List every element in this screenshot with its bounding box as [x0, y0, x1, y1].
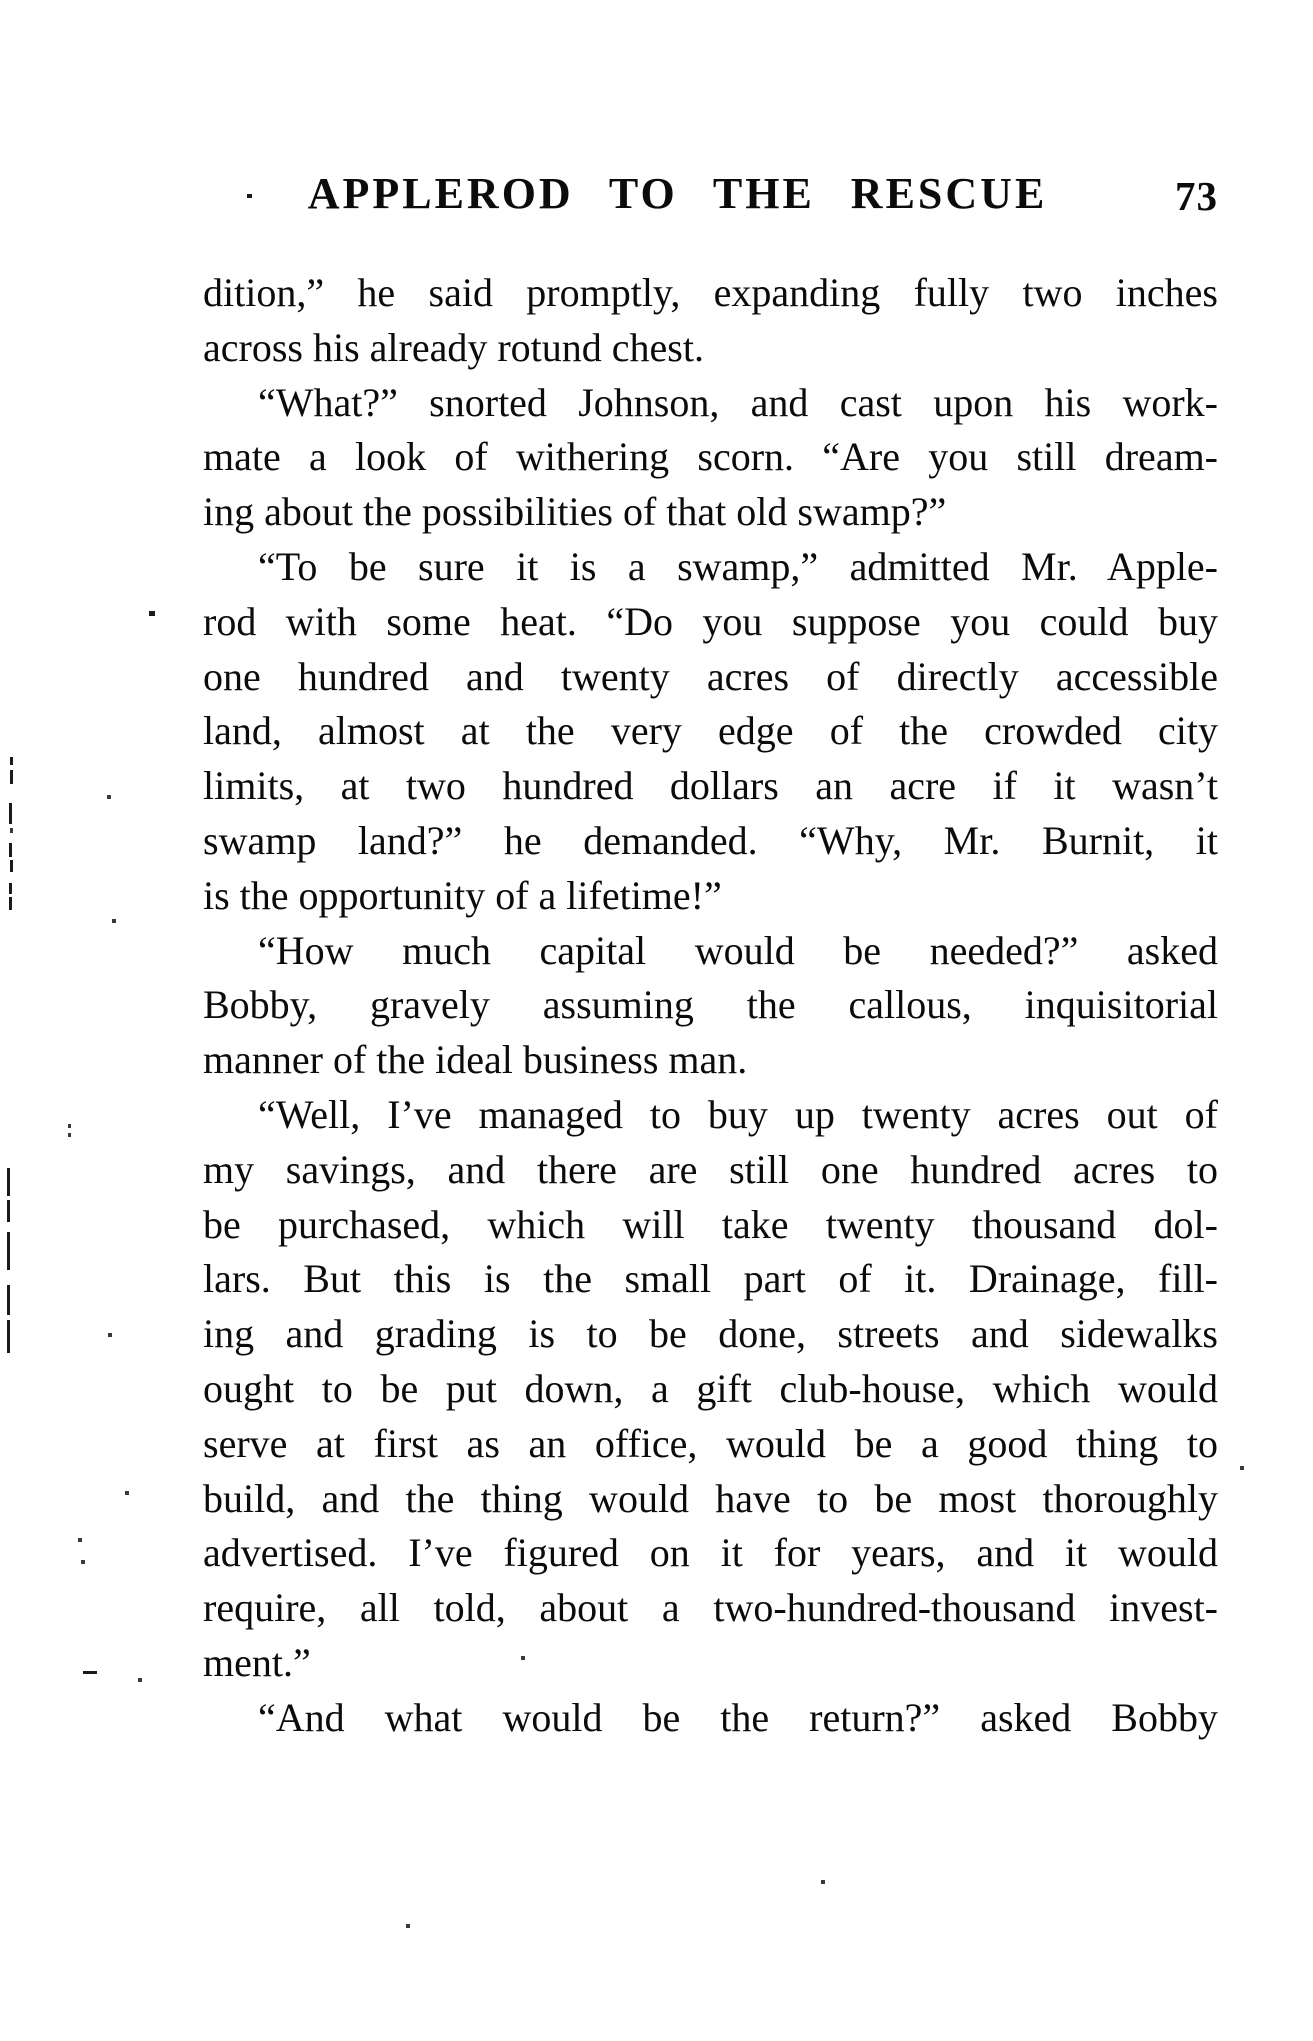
text-line: be purchased, which will take twenty thousand dol- [203, 1201, 1218, 1247]
page-text [203, 266, 1218, 1746]
text-line: “To be sure it is a swamp,” admitted Mr. Apple- [258, 543, 1218, 589]
scan-artifact [81, 1560, 85, 1564]
text-line: ment.” [203, 1639, 311, 1685]
text-line: limits, at two hundred dollars an acre if it wasn’t [203, 763, 1218, 809]
text-line: mate a look of withering scorn. “Are you still dream- [203, 434, 1218, 480]
text-line: across his already rotund chest. [203, 324, 704, 370]
text-line: one hundred and twenty acres of directly accessible [203, 653, 1218, 699]
text-line: “Well, I’ve managed to buy up twenty acres out of [258, 1091, 1218, 1137]
scan-artifact [406, 1924, 410, 1928]
text-line: land, almost at the very edge of the crowded city [203, 708, 1218, 754]
scan-artifact [68, 1133, 71, 1137]
scan-artifact [83, 1671, 97, 1674]
scan-artifact [138, 1678, 142, 1682]
scan-artifact [9, 897, 12, 910]
scan-artifact [521, 1656, 525, 1660]
scan-artifact [7, 1285, 10, 1315]
text-line: is the opportunity of a lifetime!” [203, 872, 722, 918]
scan-artifact [78, 1538, 82, 1542]
scan-artifact [7, 1168, 10, 1196]
scan-artifact [68, 1124, 71, 1128]
chapter-running-title: APPLEROD TO THE RESCUE [307, 169, 1048, 218]
text-line: “What?” snorted Johnson, and cast upon his work- [258, 379, 1218, 425]
scan-artifact [9, 803, 12, 824]
text-line: Bobby, gravely assuming the callous, inquisitorial [203, 982, 1218, 1028]
scan-artifact [10, 770, 13, 784]
text-line: ing and grading is to be done, streets and sidewalks [203, 1311, 1218, 1357]
text-line: “And what would be the return?” asked Bobby [258, 1694, 1218, 1740]
running-header [203, 169, 1218, 228]
scan-artifact [7, 1320, 10, 1353]
text-line: dition,” he said promptly, expanding fully two inches [203, 270, 1218, 315]
scan-artifact [108, 1333, 112, 1337]
text-line: ing about the possibilities of that old swamp?” [203, 489, 947, 535]
scan-artifact [7, 1232, 10, 1270]
scan-artifact [821, 1880, 825, 1884]
text-line: lars. But this is the small part of it. Drainage, fill- [203, 1256, 1218, 1302]
scan-artifact [125, 1491, 129, 1495]
scan-artifact [10, 828, 13, 833]
scan-artifact [7, 1200, 10, 1222]
text-line: require, all told, about a two-hundred-thousand invest- [203, 1585, 1218, 1631]
scan-artifact [10, 757, 13, 765]
scan-artifact [9, 843, 12, 857]
scan-artifact [10, 860, 13, 872]
text-line: serve at first as an office, would be a good thing to [203, 1420, 1218, 1466]
page-number: 73 [1175, 173, 1218, 219]
scan-artifact [112, 919, 116, 923]
scan-artifact [107, 795, 111, 799]
text-line: swamp land?” he demanded. “Why, Mr. Burnit, it [203, 817, 1218, 863]
scan-artifact [247, 194, 252, 198]
text-line: build, and the thing would have to be most thoroughly [203, 1475, 1218, 1521]
text-line: “How much capital would be needed?” asked [258, 927, 1218, 973]
scan-artifact [1240, 1466, 1244, 1470]
scan-artifact [9, 883, 12, 894]
text-line: rod with some heat. “Do you suppose you could buy [203, 598, 1218, 644]
scan-artifact [149, 611, 155, 616]
text-line: my savings, and there are still one hundred acres to [203, 1146, 1218, 1192]
text-line: manner of the ideal business man. [203, 1037, 748, 1083]
text-line: advertised. I’ve figured on it for years, and it would [203, 1530, 1218, 1576]
text-line: ought to be put down, a gift club-house, which would [203, 1365, 1218, 1411]
